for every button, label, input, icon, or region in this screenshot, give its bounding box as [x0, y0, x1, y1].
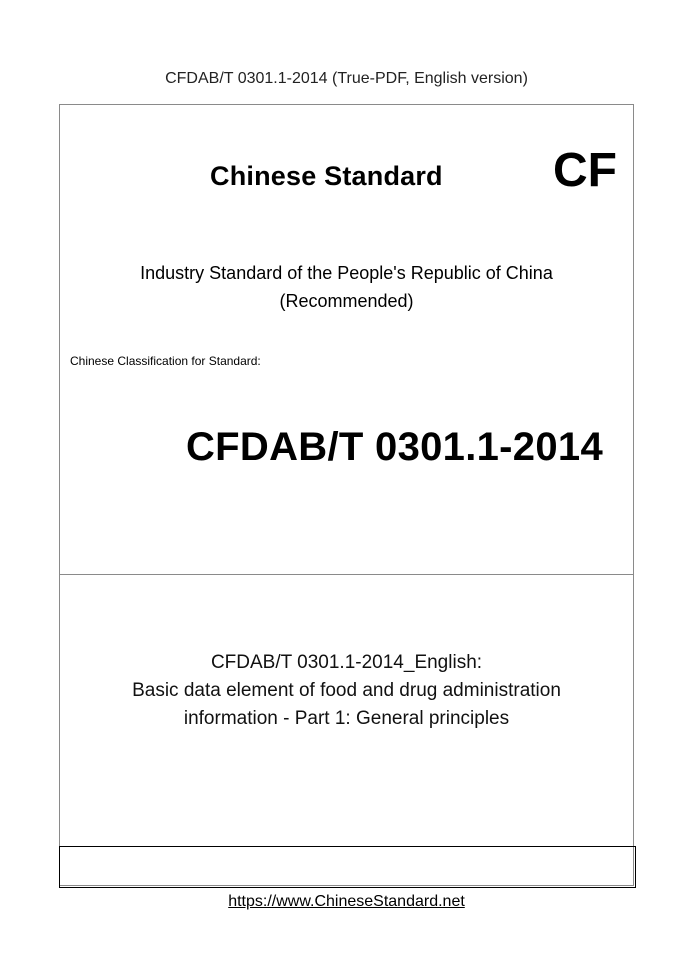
cover-bottom-box — [59, 846, 636, 888]
cover-title-section — [60, 575, 633, 847]
document-title — [60, 649, 633, 733]
cover-top-section — [60, 105, 633, 575]
document-title-line-2: Basic data element of food and drug administration — [132, 680, 561, 701]
cover-frame — [59, 104, 634, 886]
standard-code: CFDAB/T 0301.1-2014 — [186, 425, 603, 469]
industry-line-1: Industry Standard of the People's Republic of China — [140, 263, 553, 283]
cover-title: Chinese Standard — [210, 161, 443, 191]
document-title-line-3: information - Part 1: General principles — [183, 708, 510, 729]
website-link[interactable]: https://www.ChineseStandard.net — [228, 893, 465, 910]
industry-standard-statement — [60, 259, 633, 315]
page-header: CFDAB/T 0301.1-2014 (True-PDF, English version) — [165, 70, 528, 87]
footer — [0, 893, 693, 911]
classification-label: Chinese Classification for Standard: — [70, 354, 261, 368]
document-title-line-1: CFDAB/T 0301.1-2014_English: — [210, 652, 483, 673]
industry-line-2: (Recommended) — [279, 291, 414, 311]
cf-mark: CF — [553, 144, 617, 197]
